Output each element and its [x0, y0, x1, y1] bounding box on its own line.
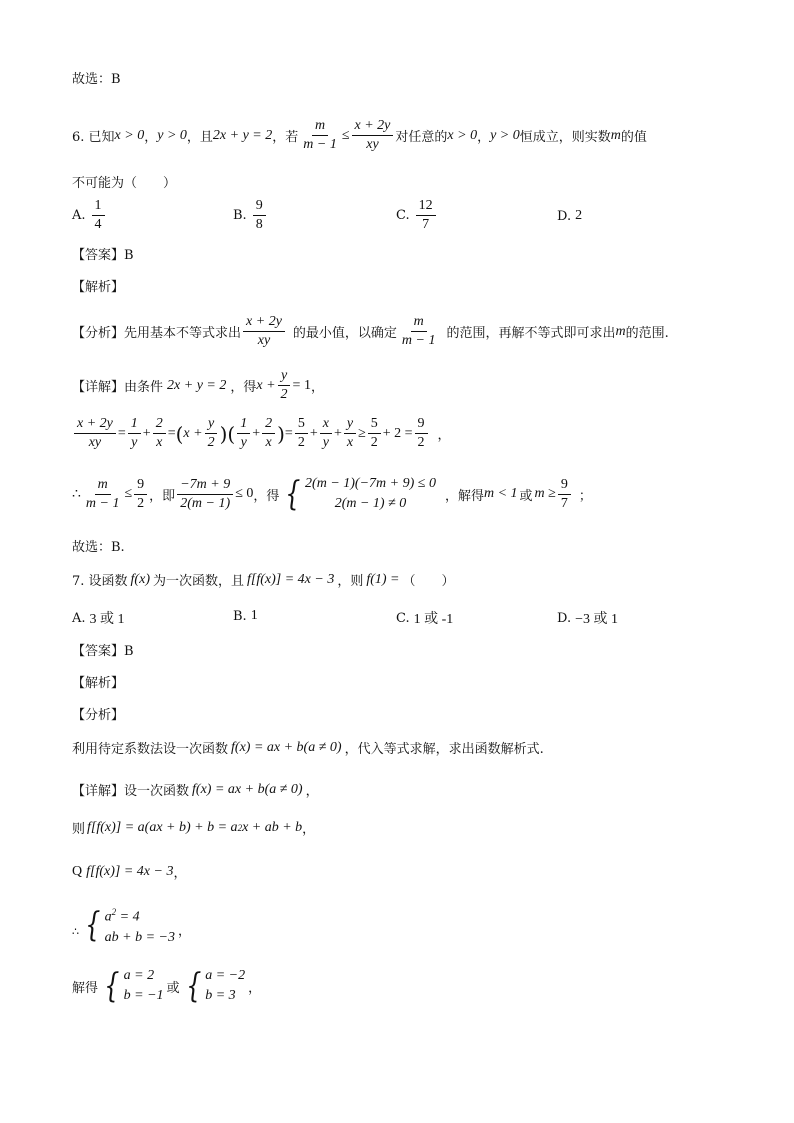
- eq: =: [117, 425, 126, 441]
- frac-num: y: [344, 416, 356, 434]
- q6-cond-y: y > 0: [157, 127, 187, 143]
- text: ，: [437, 428, 451, 443]
- paren: )(: [219, 421, 236, 446]
- frac-num: x + 2y: [352, 118, 394, 136]
- q7-answer: [72, 640, 134, 659]
- frac: [415, 416, 428, 451]
- math: m < 1: [483, 486, 518, 501]
- option-label: D.: [557, 208, 572, 224]
- frac-num: x + 2y: [74, 416, 116, 434]
- math: = 1: [292, 377, 311, 393]
- equation-system: [282, 474, 436, 514]
- fenxi-frac: [243, 314, 285, 349]
- text: （ ）: [402, 574, 455, 589]
- frac: [205, 416, 218, 451]
- math: ≤ 0: [235, 486, 254, 501]
- text: ，: [310, 380, 324, 395]
- system-rows: [124, 966, 164, 1006]
- frac: [177, 477, 233, 512]
- frac-den: 7: [560, 495, 568, 511]
- q6-stem-line1: [72, 118, 647, 153]
- text: 则: [72, 822, 86, 837]
- frac-num: m: [411, 314, 427, 332]
- text: ，则: [337, 574, 364, 589]
- q6-cond-x: x > 0: [114, 127, 145, 143]
- fenxi-label: 【分析】: [72, 326, 125, 341]
- text: 解得: [72, 980, 99, 996]
- system-row: a = 2: [123, 968, 155, 983]
- text: 为一次函数，且: [152, 574, 244, 589]
- frac: [262, 416, 275, 451]
- frac-den: 4: [94, 217, 102, 232]
- frac-num: 5: [295, 416, 308, 434]
- q7-analysis-head: [72, 672, 124, 691]
- math: f(1) =: [366, 571, 400, 587]
- frac-den: y: [322, 435, 329, 450]
- frac-den: m − 1: [401, 333, 436, 348]
- sep: ，: [477, 130, 491, 145]
- frac-den: m − 1: [85, 495, 120, 511]
- frac: [134, 477, 147, 512]
- q7-option-d: [557, 608, 618, 628]
- le: ≤: [124, 486, 133, 501]
- option-value: 3 或 1: [89, 612, 125, 627]
- text: ，即: [149, 488, 176, 504]
- q7-xiangjie-line1: [72, 780, 319, 799]
- system-row: b = −1: [123, 988, 164, 1003]
- system-row: a = −2: [205, 968, 246, 983]
- frac: [74, 416, 116, 451]
- text: 先用基本不等式求出: [124, 326, 242, 341]
- frac: [368, 416, 381, 451]
- answer-text: 【答案】B: [72, 248, 134, 263]
- math: f(x): [130, 571, 150, 587]
- plus: +: [252, 425, 261, 441]
- frac-den: xy: [257, 333, 271, 348]
- frac-den: m − 1: [303, 137, 337, 152]
- text: 或: [166, 980, 180, 996]
- because-symbol: Q: [72, 863, 83, 879]
- q7-fenxi: [72, 738, 544, 757]
- option-label: D.: [557, 610, 572, 626]
- frac-den: 2: [297, 435, 305, 450]
- system-row: ab + b = −3: [104, 929, 175, 945]
- system-row: 2(m − 1) ≠ 0: [334, 496, 407, 511]
- q6-option-d: [557, 208, 582, 224]
- option-frac: [253, 198, 266, 233]
- frac-den: 2(m − 1): [180, 495, 231, 511]
- math: x +: [256, 377, 276, 393]
- q6-xiangjie-line1: [72, 368, 324, 403]
- frac-num: 5: [368, 416, 381, 434]
- frac-den: y: [240, 435, 247, 450]
- brace: {: [104, 966, 120, 1006]
- system-row: b = 3: [205, 988, 236, 1003]
- frac-num: 9: [415, 416, 428, 434]
- frac-den: 2: [280, 387, 288, 402]
- text: ，: [177, 924, 191, 940]
- frac-den: x: [156, 435, 163, 450]
- math: f[f(x)] = a(ax + b) + b = a: [87, 819, 238, 835]
- frac: [153, 416, 166, 451]
- q5-conclusion: [72, 68, 121, 87]
- q6-fenxi: [72, 314, 669, 349]
- frac-num: 1: [128, 416, 141, 434]
- paren: ): [277, 421, 285, 446]
- paren: (: [175, 421, 184, 446]
- q6-cond-sum: 2x + y = 2: [212, 127, 273, 143]
- frac: [295, 416, 308, 451]
- q6-frac-m: [300, 118, 340, 153]
- therefore: ∴: [72, 926, 79, 939]
- fenxi-frac2: [399, 314, 439, 349]
- text: ，: [173, 866, 187, 881]
- math: f(x) = ax + b(a ≠ 0): [231, 739, 342, 755]
- option-label: C.: [396, 610, 410, 626]
- q7-option-b: [233, 608, 258, 624]
- math: x +: [183, 425, 203, 441]
- text: ，: [248, 980, 262, 996]
- system-rows: [205, 966, 245, 1006]
- frac: [237, 416, 250, 451]
- frac-den: 2: [370, 435, 378, 450]
- sep: ，若: [272, 130, 299, 145]
- option-value: 1: [250, 608, 258, 623]
- xiangjie-label: 【详解】: [72, 380, 125, 395]
- frac-den: 2: [137, 495, 145, 511]
- var-m: m: [610, 127, 621, 143]
- superscript: 2: [111, 907, 117, 917]
- option-value: 1 或 -1: [413, 612, 454, 627]
- text: 的范围，再解不等式即可求出: [446, 326, 616, 341]
- frac-num: m: [312, 118, 328, 136]
- system-rows: [305, 474, 436, 514]
- text: ，: [302, 822, 316, 837]
- plus: +: [333, 425, 342, 441]
- sep: ，: [144, 130, 158, 145]
- q7-option-a: [72, 608, 125, 628]
- q7-xiangjie-line3: [72, 862, 186, 881]
- frac-num: 2: [153, 416, 166, 434]
- ge: ≥: [358, 425, 366, 441]
- math: + 2 =: [382, 425, 413, 441]
- frac-num: 9: [134, 477, 147, 495]
- frac: [278, 368, 291, 403]
- text: ，得: [230, 380, 257, 395]
- frac-den: 2: [417, 435, 425, 450]
- text: ，代入等式求解，求出函数解析式.: [344, 742, 544, 757]
- eq: =: [284, 425, 293, 441]
- frac-den: y: [131, 435, 138, 450]
- q7-number: 7. 设函数: [72, 574, 128, 589]
- text: ，解得: [444, 488, 484, 504]
- eq: =: [167, 425, 176, 441]
- text: 的范围.: [625, 326, 669, 341]
- text: 设一次函数: [124, 784, 190, 799]
- q6-cond-x2: x > 0: [447, 127, 478, 143]
- frac-num: x: [320, 416, 332, 434]
- frac-num: 12: [416, 198, 436, 216]
- frac-num: 1: [92, 198, 105, 216]
- sep: ，且: [186, 130, 213, 145]
- math: f[f(x)] = 4x − 3: [86, 863, 174, 879]
- text: 恒成立，则实数: [519, 130, 611, 145]
- frac-num: 9: [253, 198, 266, 216]
- q7-stem: [72, 570, 455, 589]
- q7-option-c: [396, 608, 453, 628]
- option-label: B.: [233, 608, 247, 624]
- q6-answer: [72, 244, 134, 263]
- text: 对任意的: [395, 130, 448, 145]
- option-value: −3 或 1: [575, 612, 618, 627]
- frac-num: 2: [262, 416, 275, 434]
- math: = 4: [119, 909, 140, 925]
- equation-system: [183, 966, 246, 1006]
- xiangjie-label: 【详解】: [72, 784, 125, 799]
- frac-den: 7: [422, 217, 430, 232]
- equation-system: [101, 966, 164, 1006]
- le-symbol: ≤: [341, 127, 350, 143]
- frac-den: x: [265, 435, 272, 450]
- q6-chain: [72, 416, 451, 451]
- q6-frac-xy: [352, 118, 394, 153]
- option-frac: [92, 198, 105, 233]
- system-rows: [105, 902, 175, 948]
- q6-option-a: [72, 198, 107, 233]
- text: 由条件: [124, 380, 164, 395]
- brace: {: [85, 904, 101, 945]
- option-label: A.: [72, 610, 86, 626]
- frac: [320, 416, 332, 451]
- answer-text: 【答案】B: [72, 644, 134, 659]
- option-value: 2: [575, 208, 583, 223]
- option-frac: [416, 198, 436, 233]
- text: 的值: [620, 130, 647, 145]
- brace: {: [285, 474, 301, 514]
- frac-num: y: [205, 416, 217, 434]
- q7-fenxi-label: [72, 704, 124, 723]
- frac-den: x: [346, 435, 354, 450]
- frac-num: x + 2y: [243, 314, 285, 332]
- option-label: B.: [233, 208, 247, 223]
- text: 利用待定系数法设一次函数: [72, 742, 229, 757]
- q6-option-c: [396, 198, 438, 233]
- frac: [128, 416, 141, 451]
- q6-stem-line2: [72, 172, 176, 191]
- plus: +: [142, 425, 151, 441]
- frac-den: 8: [255, 217, 263, 232]
- q7-xiangjie-result: [72, 966, 261, 1006]
- frac-num: −7m + 9: [177, 477, 233, 495]
- q6-option-b: [233, 198, 268, 233]
- text: ；: [578, 488, 592, 504]
- frac-num: y: [278, 368, 290, 386]
- frac-num: 1: [237, 416, 250, 434]
- text: ，得: [253, 488, 280, 504]
- system-row: 2(m − 1)(−7m + 9) ≤ 0: [305, 476, 436, 491]
- frac: [83, 477, 123, 512]
- math: x + ab + b: [242, 819, 303, 835]
- option-label: A.: [72, 208, 86, 223]
- frac-den: xy: [366, 137, 379, 152]
- text: ，: [305, 784, 319, 799]
- text: 不可能为（ ）: [72, 176, 177, 191]
- q7-xiangjie-line2: [72, 818, 315, 837]
- q6-conclusion: [72, 536, 125, 555]
- q6-cond-y2: y > 0: [490, 127, 520, 143]
- text: 或: [519, 488, 533, 504]
- option-label: C.: [396, 208, 410, 223]
- q6-solve: [72, 474, 592, 514]
- frac: [558, 477, 571, 512]
- text: 的最小值，以确定: [292, 326, 397, 341]
- frac-den: 2: [207, 435, 215, 450]
- frac-num: 9: [558, 477, 571, 495]
- superscript: 2: [237, 822, 243, 833]
- math: f[f(x)] = 4x − 3: [247, 571, 335, 587]
- equation-system: [82, 902, 175, 948]
- var-m: m: [615, 323, 626, 339]
- math: 2x + y = 2: [167, 377, 227, 393]
- math: m ≥: [534, 486, 556, 501]
- plus: +: [309, 425, 318, 441]
- q6-analysis-head: [72, 276, 124, 295]
- system-row: [105, 902, 175, 928]
- frac-den: xy: [88, 435, 102, 450]
- analysis-label: 【解析】: [72, 676, 125, 691]
- brace: {: [185, 966, 201, 1006]
- text: 故选：B.: [72, 540, 125, 555]
- frac: [344, 416, 356, 451]
- analysis-label: 【解析】: [72, 280, 125, 295]
- math: f(x) = ax + b(a ≠ 0): [192, 781, 303, 797]
- q5-conclusion-text: 故选：B: [72, 72, 121, 87]
- frac-num: m: [95, 477, 111, 495]
- fenxi-label: 【分析】: [72, 708, 125, 723]
- math: a: [104, 909, 112, 925]
- therefore: ∴: [72, 486, 81, 502]
- q6-number: 6. 已知: [72, 130, 115, 145]
- q7-xiangjie-system: [72, 902, 191, 948]
